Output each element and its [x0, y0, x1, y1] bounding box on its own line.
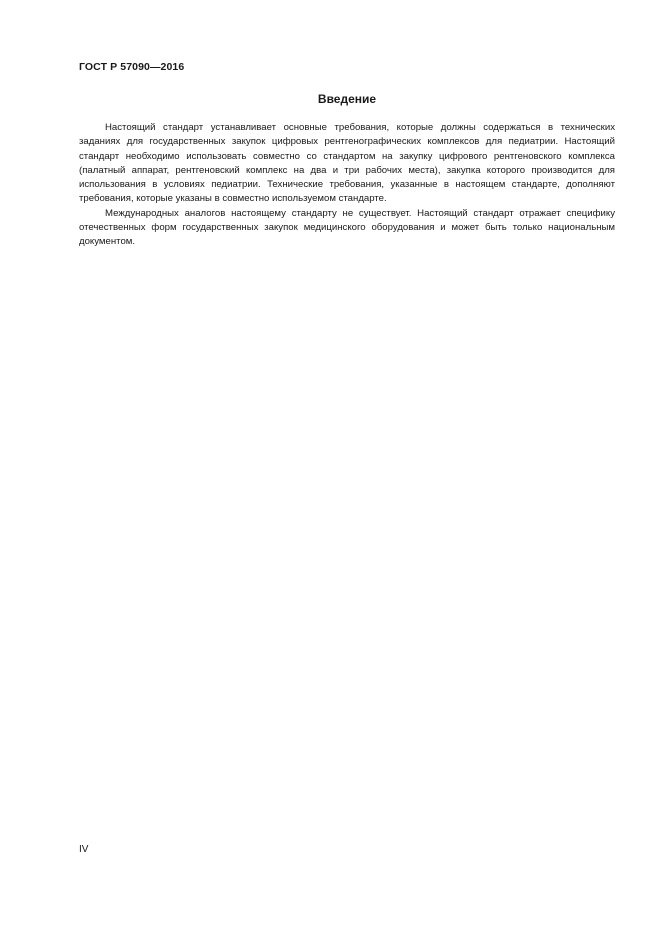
section-title: Введение — [317, 92, 377, 106]
paragraph: Настоящий стандарт устанавливает основные требования, которые должны содержаться в технических заданиях для государственных закупок цифровых рентгенографических комплексов для педиатрии. Настоящий стандарт необходимо использовать совместно со стандартом на закупку цифрового рентгеновского комплекса (палатный аппарат, рентгеновский комплекс на два и три рабочих места), закупка которого производится для использования в условиях педиатрии. Технические требования, указанные в настоящем стандарте, дополняют требования, которые указаны в совместно используемом стандарте. — [79, 122, 615, 205]
paragraph: Международных аналогов настоящему стандарту не существует. Настоящий стандарт отражает специфику отечественных форм государственных закупок медицинского оборудования и может быть только национальным документом. — [79, 207, 615, 248]
section-body — [79, 121, 615, 250]
document-header: ГОСТ Р 57090—2016 — [79, 61, 185, 73]
page-number: IV — [79, 844, 89, 855]
